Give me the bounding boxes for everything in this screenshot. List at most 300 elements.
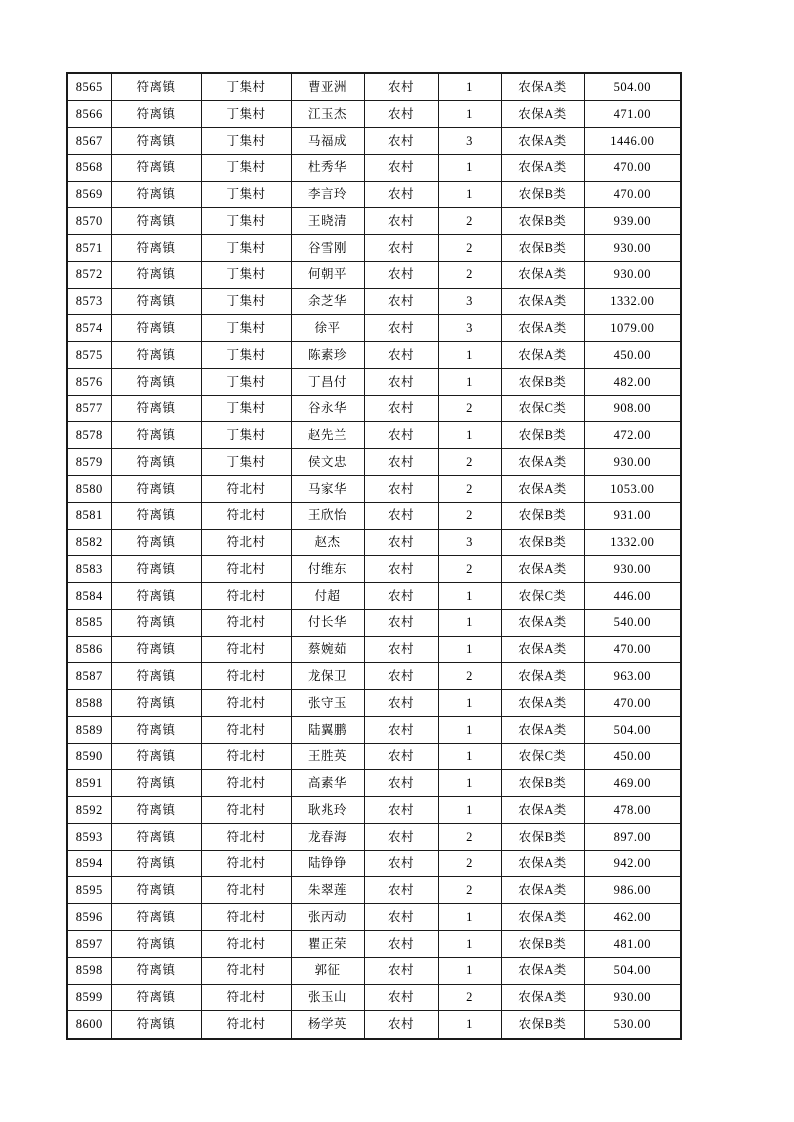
cell-town-name: 符离镇 [111, 261, 201, 288]
cell-person-count: 1 [438, 770, 501, 797]
cell-village-name: 丁集村 [201, 422, 291, 449]
cell-insurance-category: 农保C类 [501, 583, 584, 610]
cell-person-name: 杜秀华 [291, 154, 364, 181]
cell-household-type: 农村 [364, 73, 438, 101]
cell-person-count: 1 [438, 1011, 501, 1039]
cell-amount: 470.00 [584, 690, 681, 717]
cell-serial-number: 8577 [67, 395, 111, 422]
cell-insurance-category: 农保B类 [501, 931, 584, 958]
insurance-records-table [66, 72, 682, 1040]
cell-town-name: 符离镇 [111, 957, 201, 984]
cell-amount: 1446.00 [584, 128, 681, 155]
cell-insurance-category: 农保B类 [501, 502, 584, 529]
table-row [67, 743, 681, 770]
cell-town-name: 符离镇 [111, 181, 201, 208]
cell-household-type: 农村 [364, 315, 438, 342]
cell-serial-number: 8576 [67, 368, 111, 395]
cell-amount: 504.00 [584, 716, 681, 743]
table-row [67, 984, 681, 1011]
cell-amount: 930.00 [584, 556, 681, 583]
cell-person-count: 2 [438, 502, 501, 529]
cell-person-name: 何朝平 [291, 261, 364, 288]
cell-village-name: 丁集村 [201, 235, 291, 262]
table-row [67, 395, 681, 422]
cell-village-name: 丁集村 [201, 101, 291, 128]
cell-village-name: 符北村 [201, 1011, 291, 1039]
cell-person-name: 耿兆玲 [291, 797, 364, 824]
cell-household-type: 农村 [364, 931, 438, 958]
cell-town-name: 符离镇 [111, 931, 201, 958]
cell-amount: 1079.00 [584, 315, 681, 342]
cell-amount: 471.00 [584, 101, 681, 128]
cell-serial-number: 8573 [67, 288, 111, 315]
cell-serial-number: 8572 [67, 261, 111, 288]
cell-insurance-category: 农保A类 [501, 154, 584, 181]
cell-person-count: 1 [438, 368, 501, 395]
cell-amount: 470.00 [584, 636, 681, 663]
table-row [67, 583, 681, 610]
cell-person-name: 王胜英 [291, 743, 364, 770]
cell-household-type: 农村 [364, 128, 438, 155]
cell-town-name: 符离镇 [111, 422, 201, 449]
table-row [67, 609, 681, 636]
cell-household-type: 农村 [364, 395, 438, 422]
cell-household-type: 农村 [364, 690, 438, 717]
cell-town-name: 符离镇 [111, 609, 201, 636]
cell-town-name: 符离镇 [111, 556, 201, 583]
cell-town-name: 符离镇 [111, 636, 201, 663]
cell-person-name: 蔡婉茹 [291, 636, 364, 663]
cell-serial-number: 8595 [67, 877, 111, 904]
cell-person-name: 张玉山 [291, 984, 364, 1011]
table-row [67, 770, 681, 797]
cell-town-name: 符离镇 [111, 288, 201, 315]
cell-amount: 931.00 [584, 502, 681, 529]
cell-serial-number: 8582 [67, 529, 111, 556]
cell-town-name: 符离镇 [111, 101, 201, 128]
cell-person-name: 高素华 [291, 770, 364, 797]
cell-town-name: 符离镇 [111, 850, 201, 877]
cell-serial-number: 8596 [67, 904, 111, 931]
cell-village-name: 丁集村 [201, 368, 291, 395]
cell-person-name: 侯文忠 [291, 449, 364, 476]
cell-amount: 530.00 [584, 1011, 681, 1039]
cell-person-name: 江玉杰 [291, 101, 364, 128]
cell-household-type: 农村 [364, 823, 438, 850]
cell-town-name: 符离镇 [111, 395, 201, 422]
cell-village-name: 符北村 [201, 877, 291, 904]
cell-household-type: 农村 [364, 288, 438, 315]
cell-amount: 469.00 [584, 770, 681, 797]
cell-person-count: 1 [438, 154, 501, 181]
cell-person-count: 1 [438, 931, 501, 958]
cell-insurance-category: 农保B类 [501, 823, 584, 850]
cell-amount: 504.00 [584, 73, 681, 101]
table-row [67, 1011, 681, 1039]
cell-serial-number: 8600 [67, 1011, 111, 1039]
cell-town-name: 符离镇 [111, 770, 201, 797]
cell-village-name: 丁集村 [201, 449, 291, 476]
cell-village-name: 符北村 [201, 663, 291, 690]
cell-town-name: 符离镇 [111, 823, 201, 850]
cell-serial-number: 8592 [67, 797, 111, 824]
cell-person-count: 2 [438, 823, 501, 850]
cell-person-name: 付维东 [291, 556, 364, 583]
cell-person-name: 张丙动 [291, 904, 364, 931]
cell-household-type: 农村 [364, 368, 438, 395]
cell-person-count: 1 [438, 101, 501, 128]
cell-amount: 504.00 [584, 957, 681, 984]
cell-person-count: 2 [438, 449, 501, 476]
cell-person-count: 1 [438, 743, 501, 770]
cell-town-name: 符离镇 [111, 984, 201, 1011]
cell-village-name: 符北村 [201, 823, 291, 850]
cell-household-type: 农村 [364, 663, 438, 690]
table-row [67, 261, 681, 288]
table-row [67, 208, 681, 235]
cell-insurance-category: 农保A类 [501, 690, 584, 717]
cell-person-name: 赵杰 [291, 529, 364, 556]
cell-town-name: 符离镇 [111, 73, 201, 101]
cell-town-name: 符离镇 [111, 529, 201, 556]
table-row [67, 422, 681, 449]
cell-town-name: 符离镇 [111, 583, 201, 610]
cell-amount: 470.00 [584, 154, 681, 181]
cell-amount: 942.00 [584, 850, 681, 877]
cell-village-name: 符北村 [201, 583, 291, 610]
cell-village-name: 符北村 [201, 770, 291, 797]
cell-person-name: 瞿正荣 [291, 931, 364, 958]
cell-amount: 930.00 [584, 235, 681, 262]
cell-village-name: 符北村 [201, 716, 291, 743]
cell-serial-number: 8597 [67, 931, 111, 958]
cell-amount: 446.00 [584, 583, 681, 610]
table-row [67, 690, 681, 717]
cell-person-count: 2 [438, 556, 501, 583]
cell-insurance-category: 农保B类 [501, 235, 584, 262]
cell-person-count: 3 [438, 529, 501, 556]
cell-town-name: 符离镇 [111, 208, 201, 235]
table-row [67, 716, 681, 743]
table-row [67, 154, 681, 181]
cell-person-count: 1 [438, 797, 501, 824]
cell-serial-number: 8574 [67, 315, 111, 342]
cell-person-count: 2 [438, 395, 501, 422]
cell-town-name: 符离镇 [111, 315, 201, 342]
cell-insurance-category: 农保A类 [501, 101, 584, 128]
cell-household-type: 农村 [364, 529, 438, 556]
cell-amount: 482.00 [584, 368, 681, 395]
cell-insurance-category: 农保A类 [501, 475, 584, 502]
cell-town-name: 符离镇 [111, 743, 201, 770]
cell-person-name: 王晓清 [291, 208, 364, 235]
cell-person-count: 1 [438, 73, 501, 101]
cell-household-type: 农村 [364, 609, 438, 636]
cell-person-count: 3 [438, 315, 501, 342]
cell-person-count: 1 [438, 690, 501, 717]
cell-person-count: 1 [438, 583, 501, 610]
cell-person-count: 3 [438, 288, 501, 315]
cell-village-name: 丁集村 [201, 395, 291, 422]
cell-town-name: 符离镇 [111, 690, 201, 717]
cell-person-count: 1 [438, 342, 501, 369]
cell-serial-number: 8575 [67, 342, 111, 369]
cell-insurance-category: 农保A类 [501, 716, 584, 743]
cell-village-name: 符北村 [201, 475, 291, 502]
cell-insurance-category: 农保A类 [501, 636, 584, 663]
cell-village-name: 符北村 [201, 797, 291, 824]
cell-person-name: 余芝华 [291, 288, 364, 315]
cell-village-name: 符北村 [201, 636, 291, 663]
cell-insurance-category: 农保B类 [501, 181, 584, 208]
cell-insurance-category: 农保A类 [501, 957, 584, 984]
cell-insurance-category: 农保A类 [501, 797, 584, 824]
cell-person-name: 朱翠莲 [291, 877, 364, 904]
table-row [67, 663, 681, 690]
cell-amount: 478.00 [584, 797, 681, 824]
cell-town-name: 符离镇 [111, 797, 201, 824]
cell-household-type: 农村 [364, 1011, 438, 1039]
cell-village-name: 丁集村 [201, 154, 291, 181]
cell-insurance-category: 农保A类 [501, 556, 584, 583]
cell-serial-number: 8584 [67, 583, 111, 610]
cell-serial-number: 8571 [67, 235, 111, 262]
table-row [67, 797, 681, 824]
cell-insurance-category: 农保A类 [501, 850, 584, 877]
table-row [67, 529, 681, 556]
cell-household-type: 农村 [364, 770, 438, 797]
cell-amount: 472.00 [584, 422, 681, 449]
cell-village-name: 符北村 [201, 743, 291, 770]
cell-person-name: 陈素珍 [291, 342, 364, 369]
cell-household-type: 农村 [364, 583, 438, 610]
cell-person-count: 1 [438, 636, 501, 663]
cell-insurance-category: 农保B类 [501, 208, 584, 235]
cell-serial-number: 8567 [67, 128, 111, 155]
cell-person-name: 曹亚洲 [291, 73, 364, 101]
cell-insurance-category: 农保A类 [501, 904, 584, 931]
cell-person-count: 1 [438, 957, 501, 984]
table-body [67, 73, 681, 1039]
cell-household-type: 农村 [364, 636, 438, 663]
cell-town-name: 符离镇 [111, 128, 201, 155]
cell-person-count: 1 [438, 422, 501, 449]
table-row [67, 877, 681, 904]
cell-serial-number: 8594 [67, 850, 111, 877]
cell-insurance-category: 农保A类 [501, 877, 584, 904]
cell-person-name: 丁昌付 [291, 368, 364, 395]
cell-amount: 908.00 [584, 395, 681, 422]
table-row [67, 315, 681, 342]
cell-person-name: 张守玉 [291, 690, 364, 717]
cell-household-type: 农村 [364, 422, 438, 449]
cell-village-name: 符北村 [201, 529, 291, 556]
cell-amount: 462.00 [584, 904, 681, 931]
cell-village-name: 符北村 [201, 984, 291, 1011]
cell-serial-number: 8590 [67, 743, 111, 770]
cell-village-name: 符北村 [201, 502, 291, 529]
cell-serial-number: 8565 [67, 73, 111, 101]
cell-village-name: 丁集村 [201, 208, 291, 235]
cell-town-name: 符离镇 [111, 368, 201, 395]
cell-household-type: 农村 [364, 984, 438, 1011]
cell-household-type: 农村 [364, 877, 438, 904]
cell-person-name: 赵先兰 [291, 422, 364, 449]
cell-serial-number: 8578 [67, 422, 111, 449]
cell-household-type: 农村 [364, 208, 438, 235]
cell-amount: 939.00 [584, 208, 681, 235]
cell-town-name: 符离镇 [111, 716, 201, 743]
cell-insurance-category: 农保A类 [501, 984, 584, 1011]
cell-person-name: 陆翼鹏 [291, 716, 364, 743]
cell-town-name: 符离镇 [111, 154, 201, 181]
cell-person-count: 1 [438, 904, 501, 931]
cell-person-name: 龙保卫 [291, 663, 364, 690]
table-row [67, 73, 681, 101]
cell-serial-number: 8591 [67, 770, 111, 797]
cell-insurance-category: 农保B类 [501, 1011, 584, 1039]
cell-town-name: 符离镇 [111, 877, 201, 904]
cell-village-name: 丁集村 [201, 181, 291, 208]
cell-insurance-category: 农保B类 [501, 422, 584, 449]
cell-insurance-category: 农保B类 [501, 529, 584, 556]
cell-insurance-category: 农保A类 [501, 449, 584, 476]
table-row [67, 636, 681, 663]
cell-person-count: 2 [438, 663, 501, 690]
cell-household-type: 农村 [364, 154, 438, 181]
table-row [67, 904, 681, 931]
cell-insurance-category: 农保A类 [501, 315, 584, 342]
cell-town-name: 符离镇 [111, 342, 201, 369]
cell-person-count: 1 [438, 609, 501, 636]
cell-insurance-category: 农保A类 [501, 609, 584, 636]
cell-household-type: 农村 [364, 797, 438, 824]
cell-person-count: 2 [438, 475, 501, 502]
cell-person-name: 龙春海 [291, 823, 364, 850]
cell-serial-number: 8585 [67, 609, 111, 636]
cell-person-name: 马家华 [291, 475, 364, 502]
cell-amount: 986.00 [584, 877, 681, 904]
cell-insurance-category: 农保A类 [501, 73, 584, 101]
table-row [67, 449, 681, 476]
table-row [67, 931, 681, 958]
cell-household-type: 农村 [364, 904, 438, 931]
cell-person-count: 2 [438, 235, 501, 262]
cell-village-name: 符北村 [201, 957, 291, 984]
cell-serial-number: 8586 [67, 636, 111, 663]
table-row [67, 957, 681, 984]
cell-insurance-category: 农保A类 [501, 663, 584, 690]
cell-person-name: 谷永华 [291, 395, 364, 422]
cell-amount: 1332.00 [584, 529, 681, 556]
cell-person-count: 1 [438, 181, 501, 208]
cell-village-name: 丁集村 [201, 261, 291, 288]
cell-village-name: 符北村 [201, 904, 291, 931]
cell-person-count: 2 [438, 850, 501, 877]
cell-person-name: 付长华 [291, 609, 364, 636]
cell-town-name: 符离镇 [111, 475, 201, 502]
table-row [67, 128, 681, 155]
cell-household-type: 农村 [364, 743, 438, 770]
table-row [67, 502, 681, 529]
cell-person-name: 徐平 [291, 315, 364, 342]
cell-town-name: 符离镇 [111, 663, 201, 690]
table-row [67, 235, 681, 262]
cell-serial-number: 8570 [67, 208, 111, 235]
cell-amount: 930.00 [584, 449, 681, 476]
cell-household-type: 农村 [364, 957, 438, 984]
cell-insurance-category: 农保B类 [501, 368, 584, 395]
cell-person-count: 2 [438, 208, 501, 235]
cell-person-name: 杨学英 [291, 1011, 364, 1039]
cell-serial-number: 8579 [67, 449, 111, 476]
cell-household-type: 农村 [364, 449, 438, 476]
cell-serial-number: 8598 [67, 957, 111, 984]
table-row [67, 288, 681, 315]
cell-serial-number: 8599 [67, 984, 111, 1011]
cell-amount: 450.00 [584, 743, 681, 770]
cell-person-name: 马福成 [291, 128, 364, 155]
cell-village-name: 丁集村 [201, 73, 291, 101]
table-row [67, 342, 681, 369]
cell-town-name: 符离镇 [111, 904, 201, 931]
cell-household-type: 农村 [364, 261, 438, 288]
cell-amount: 470.00 [584, 181, 681, 208]
cell-household-type: 农村 [364, 342, 438, 369]
cell-insurance-category: 农保C类 [501, 743, 584, 770]
cell-town-name: 符离镇 [111, 1011, 201, 1039]
cell-village-name: 丁集村 [201, 315, 291, 342]
cell-town-name: 符离镇 [111, 449, 201, 476]
cell-insurance-category: 农保A类 [501, 342, 584, 369]
cell-insurance-category: 农保A类 [501, 128, 584, 155]
cell-person-count: 2 [438, 877, 501, 904]
cell-serial-number: 8587 [67, 663, 111, 690]
cell-village-name: 符北村 [201, 931, 291, 958]
cell-serial-number: 8583 [67, 556, 111, 583]
cell-amount: 450.00 [584, 342, 681, 369]
cell-household-type: 农村 [364, 475, 438, 502]
cell-person-count: 2 [438, 261, 501, 288]
cell-amount: 963.00 [584, 663, 681, 690]
table-row [67, 850, 681, 877]
cell-village-name: 符北村 [201, 850, 291, 877]
cell-amount: 930.00 [584, 261, 681, 288]
cell-village-name: 符北村 [201, 609, 291, 636]
cell-village-name: 符北村 [201, 556, 291, 583]
cell-serial-number: 8589 [67, 716, 111, 743]
cell-amount: 540.00 [584, 609, 681, 636]
table-row [67, 181, 681, 208]
cell-person-name: 郭征 [291, 957, 364, 984]
cell-amount: 1332.00 [584, 288, 681, 315]
cell-household-type: 农村 [364, 502, 438, 529]
cell-serial-number: 8581 [67, 502, 111, 529]
table-row [67, 368, 681, 395]
cell-serial-number: 8593 [67, 823, 111, 850]
table-row [67, 101, 681, 128]
cell-amount: 930.00 [584, 984, 681, 1011]
cell-insurance-category: 农保C类 [501, 395, 584, 422]
cell-household-type: 农村 [364, 101, 438, 128]
cell-insurance-category: 农保A类 [501, 261, 584, 288]
cell-person-name: 陆铮铮 [291, 850, 364, 877]
cell-person-name: 李言玲 [291, 181, 364, 208]
cell-serial-number: 8580 [67, 475, 111, 502]
cell-insurance-category: 农保A类 [501, 288, 584, 315]
cell-serial-number: 8566 [67, 101, 111, 128]
cell-amount: 897.00 [584, 823, 681, 850]
